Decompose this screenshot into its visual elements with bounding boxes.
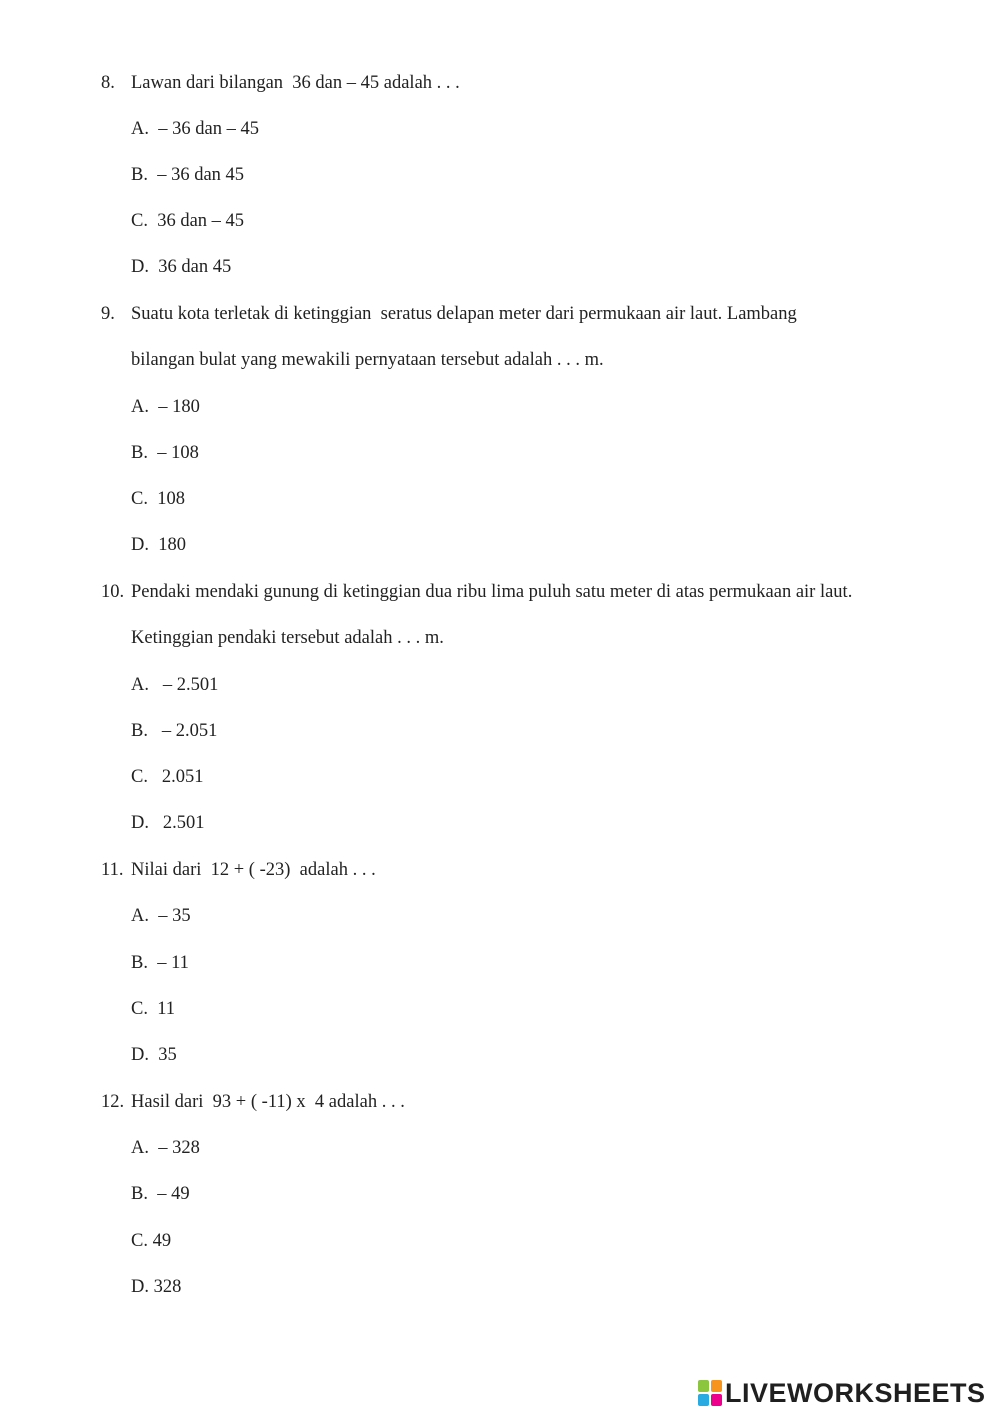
question-10-text-line-2: Ketinggian pendaki tersebut adalah . . . m.: [131, 628, 444, 648]
question-12-number: 12.: [101, 1092, 125, 1112]
question-10-option-b[interactable]: B. – 2.051: [131, 721, 218, 741]
question-9-option-d[interactable]: D. 180: [131, 535, 186, 555]
question-8-number: 8.: [101, 73, 115, 93]
liveworksheets-logo-text: LIVEWORKSHEETS: [725, 1378, 986, 1408]
question-12-option-c[interactable]: C. 49: [131, 1231, 172, 1251]
question-8-option-c[interactable]: C. 36 dan – 45: [131, 211, 245, 231]
question-10-text-line-1: Pendaki mendaki gunung di ketinggian dua ribu lima puluh satu meter di atas permukaan air laut.: [131, 582, 853, 602]
question-9-option-a[interactable]: A. – 180: [131, 397, 200, 417]
question-11-option-d[interactable]: D. 35: [131, 1045, 177, 1065]
logo-tile-pink: [711, 1394, 722, 1406]
question-12-option-b[interactable]: B. – 49: [131, 1184, 190, 1204]
question-9-option-c[interactable]: C. 108: [131, 489, 185, 509]
question-9-option-b[interactable]: B. – 108: [131, 443, 199, 463]
logo-tile-orange: [711, 1380, 722, 1392]
question-11-text: Nilai dari 12 + ( -23) adalah . . .: [131, 860, 376, 880]
question-11-option-c[interactable]: C. 11: [131, 999, 176, 1019]
logo-tile-green: [698, 1380, 709, 1392]
question-10-option-d[interactable]: D. 2.501: [131, 813, 205, 833]
question-12-option-d[interactable]: D. 328: [131, 1277, 182, 1297]
question-9-text-line-1: Suatu kota terletak di ketinggian seratus delapan meter dari permukaan air laut. Lambang: [131, 304, 797, 324]
question-10-option-c[interactable]: C. 2.051: [131, 767, 204, 787]
question-8-option-d[interactable]: D. 36 dan 45: [131, 257, 232, 277]
question-10-option-a[interactable]: A. – 2.501: [131, 675, 219, 695]
question-9-number: 9.: [101, 304, 115, 324]
question-11-number: 11.: [101, 860, 124, 880]
question-12-option-a[interactable]: A. – 328: [131, 1138, 200, 1158]
question-12-text: Hasil dari 93 + ( -11) x 4 adalah . . .: [131, 1092, 405, 1112]
question-11-option-b[interactable]: B. – 11: [131, 953, 189, 973]
question-8-option-a[interactable]: A. – 36 dan – 45: [131, 119, 259, 139]
question-9-text-line-2: bilangan bulat yang mewakili pernyataan tersebut adalah . . . m.: [131, 350, 604, 370]
question-8-option-b[interactable]: B. – 36 dan 45: [131, 165, 245, 185]
logo-tile-blue: [698, 1394, 709, 1406]
liveworksheets-logo-icon: [698, 1380, 722, 1406]
question-11-option-a[interactable]: A. – 35: [131, 906, 191, 926]
question-8-text: Lawan dari bilangan 36 dan – 45 adalah . . .: [131, 73, 460, 93]
liveworksheets-logo: [698, 1378, 986, 1408]
question-10-number: 10.: [101, 582, 125, 602]
